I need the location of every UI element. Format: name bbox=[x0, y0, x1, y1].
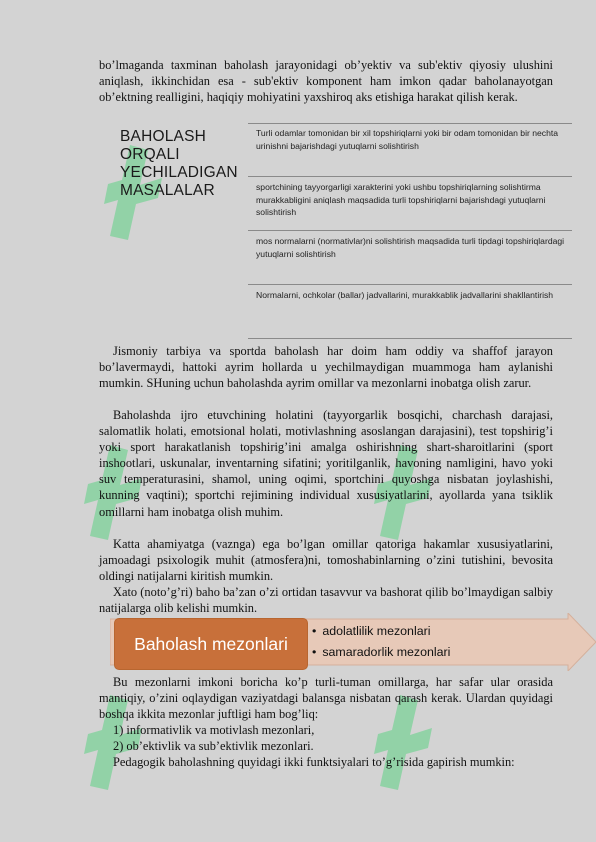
diagram-title: BAHOLASH ORQALI YECHILADIGAN MASALALAR bbox=[120, 128, 238, 199]
list-item: 2) ob’ektivlik va sub’ektivlik mezonlari. bbox=[113, 739, 314, 753]
list-item: 1) informativlik va motivlash mezonlari, bbox=[113, 723, 315, 737]
divider bbox=[248, 284, 572, 285]
diagram-item: sportchining tayyorgarligi xarakterini yoki ushbu topshiriqlarning solishtirma murakkabligini aniqlash maqsadida turli topshiriqlarni bajarishdagi yutuqlarni solishtirish bbox=[256, 182, 546, 218]
divider bbox=[248, 230, 572, 231]
paragraph: Katta ahamiyatga (vaznga) ega bo’lgan omillar qatoriga hakamlar xususiyatlarini, jamoadagi psixologik muhit (atmosfera)ni, tomoshabinlarning o’zini tutishini, bevosita oldingi natijalarni kiritish mumkin. bbox=[99, 537, 553, 584]
criteria-item: • adolatlilik mezonlari bbox=[312, 621, 450, 642]
diagram-item: mos normalarni (normativlar)ni solishtirish maqsadida turli tipdagi topshiriqlardagi yutuqlarni solishtirish bbox=[256, 236, 565, 259]
paragraph: Bu mezonlarni imkoni boricha ko’p turli-tuman omillarga, har safar ular orasida mantiqiy, o’zini oqlaydigan vaziyatdagi balansga nisbatan qarash kerak. Ulardan quyidagi boshqa ikkita mezonlar juftligi ham bog’liq: bbox=[99, 675, 553, 722]
paragraph: Xato (noto’g’ri) baho ba’zan o’zi ortidan tasavvur va bashorat qilib bo’lmaydigan salbiy natijalarga olib kelishi mumkin. bbox=[99, 585, 553, 616]
criteria-list bbox=[312, 621, 450, 663]
paragraph: Baholashda ijro etuvchining holatini (tayyorgarlik bosqichi, charchash darajasi, salomatlik holati, emotsional holati, motivlashning asoslangan darajasini), test topshirig’i yoki sport harakatlanish topshirig’ini amalga oshirishning shart-sharoitlarini (sport inshootlari, uskunalar, inventarning sifatini; yoritilganlik, havoning namligini, havo yoki suv temperaturasini, shamol, uning oqimi, sportchini quyoshga nisbatan joylashishi, kunning vaqtini); sportchi rejimining individual xususiyatlarini, ayollarda yana tsiklik omillarni ham inobatga olish muhim. bbox=[99, 408, 553, 519]
diagram-item: Normalarni, ochkolar (ballar) jadvallarini, murakkablik jadvallarini shakllantirish bbox=[256, 290, 554, 300]
divider bbox=[248, 123, 572, 124]
criteria-item: • samaradorlik mezonlari bbox=[312, 642, 450, 663]
divider bbox=[248, 176, 572, 177]
paragraph: bo’lmaganda taxminan baholash jarayonidagi ob’yektiv va sub'ektiv qiyosiy ulushini aniqlash, ikkinchidan esa - sub'ektiv komponent ham imkon qadar baholanayotgan ob’ektning realligini, haqiqiy mohiyatini yaxshiroq aks etishiga harakat qilish kerak. bbox=[99, 58, 553, 105]
diagram-item: Turli odamlar tomonidan bir xil topshiriqlarni yoki bir odam tomonidan bir nechta urinishni bajarishdagi yutuqlarni solishtirish bbox=[256, 128, 559, 151]
paragraph: Pedagogik baholashning quyidagi ikki funktsiyalari to’g’risida gapirish mumkin: bbox=[113, 755, 515, 769]
divider bbox=[248, 338, 572, 339]
criteria-label: Baholash mezonlari bbox=[114, 618, 308, 670]
paragraph: Jismoniy tarbiya va sportda baholash har doim ham oddiy va shaffof jarayon bo’lavermaydi, hattoki ayrim hollarda u yechilmaydigan muammoga ham aylanishi mumkin. SHuning uchun baholashda ayrim omillar va mezonlarni inobatga olish zarur. bbox=[99, 344, 553, 391]
